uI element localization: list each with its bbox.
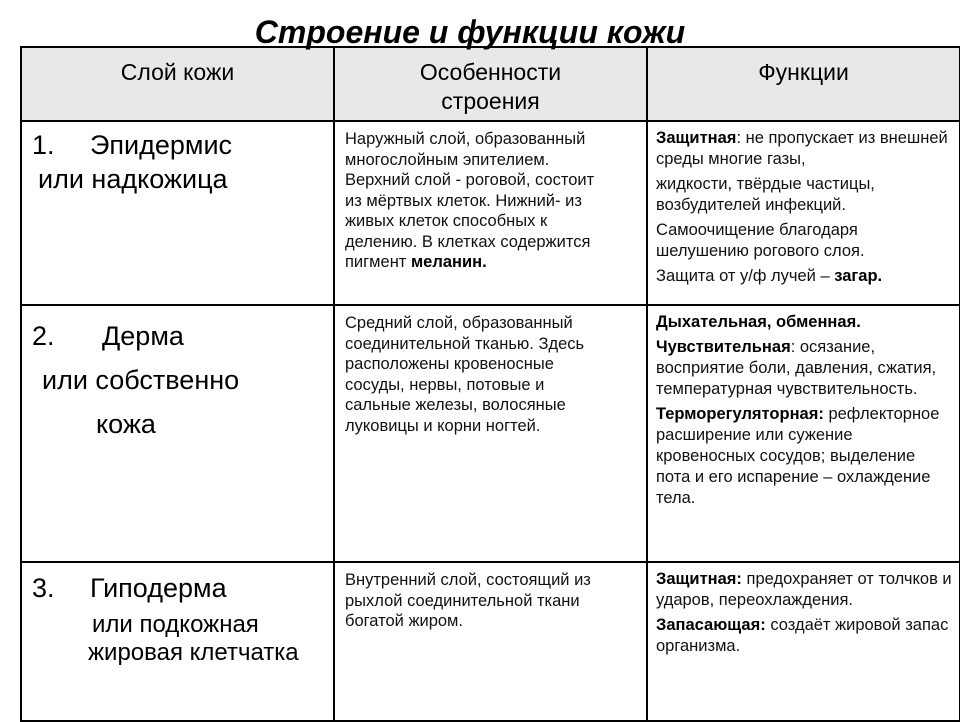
function-title: Защитная: (656, 570, 742, 588)
structure-line: сальные железы, волосяные (345, 396, 566, 414)
header-layer (21, 47, 334, 121)
structure-cell (334, 562, 647, 721)
page-title: Строение и функции кожи (254, 14, 686, 50)
layer-cell (21, 562, 334, 721)
structure-bold-term: меланин. (410, 253, 487, 271)
function-item (656, 615, 953, 657)
header-functions-label: Функции (758, 59, 849, 85)
structure-line: из мёртвых клеток. Нижний- из (345, 191, 582, 210)
function-text: жидкости, твёрдые частицы, возбудителей инфекций. (656, 175, 875, 214)
function-title: Терморегуляторная: (656, 405, 824, 423)
structure-line: луковицы и корни ногтей. (345, 416, 541, 435)
structure-line: Верхний слой - роговой, состоит (345, 171, 595, 189)
structure-cell (334, 305, 647, 562)
function-item (656, 220, 953, 262)
layer-alt-name: или надкожица (38, 164, 228, 194)
structure-line: Средний слой, образованный (345, 314, 573, 332)
function-text: предохраняет от толчков и ударов, переохлаждения. (656, 570, 952, 609)
function-item (656, 312, 953, 333)
function-text: рефлекторное расширение или сужение кровеносных сосудов; выделение пота и его испарение – охлаждение тела. (656, 405, 940, 507)
function-title: Запасающая: (656, 616, 766, 634)
function-item (656, 266, 953, 287)
layer-alt-name: жировая клетчатка (88, 639, 299, 666)
layer-number: 1. (32, 130, 55, 160)
table-row (21, 305, 960, 562)
structure-line: сосуды, нервы, потовые и (345, 375, 545, 394)
functions-cell (647, 562, 960, 721)
function-text: создаёт жировой запас организма. (656, 616, 949, 655)
table-header-row (21, 47, 960, 121)
function-title: Защитная (656, 129, 737, 147)
header-structure-line1: Особенности (419, 59, 562, 85)
function-title: Дыхательная, обменная. (656, 313, 861, 331)
structure-line: Наружный слой, образованный (345, 130, 586, 148)
functions-cell (647, 121, 960, 305)
structure-line: рыхлой соединительной ткани (345, 591, 580, 610)
function-item (656, 128, 953, 170)
function-item (656, 404, 953, 509)
structure-line: живых клеток способных к (345, 212, 548, 230)
structure-line: многослойным эпителием. (345, 150, 550, 169)
table-row (21, 562, 960, 721)
structure-line: расположены кровеносные (345, 355, 554, 373)
structure-cell (334, 121, 647, 305)
skin-table (20, 46, 960, 722)
structure-line: соединительной тканью. Здесь (345, 334, 585, 353)
table-row (21, 121, 960, 305)
function-text: : осязание, восприятие боли, давления, сжатия, температурная чувствительность. (656, 338, 937, 398)
layer-alt-name: или подкожная (92, 611, 259, 638)
header-layer-label: Слой кожи (120, 59, 235, 85)
layer-name: Дерма (102, 321, 184, 351)
header-structure-line2: строения (441, 88, 540, 114)
function-text: Защита от у/ф лучей – (656, 267, 835, 285)
function-item (656, 174, 953, 216)
function-text: : не пропускает из внешней среды многие газы, (656, 129, 948, 168)
function-bold-end: загар. (834, 267, 883, 285)
layer-number: 2. (32, 321, 55, 351)
structure-line: богатой жиром. (345, 612, 463, 630)
layer-alt-name: кожа (96, 409, 156, 439)
function-title: Чувствительная (656, 338, 791, 356)
function-item (656, 337, 953, 400)
header-functions (647, 47, 960, 121)
layer-name: Гиподерма (90, 573, 227, 603)
layer-alt-name: или собственно (42, 365, 240, 395)
functions-cell (647, 305, 960, 562)
function-text: Самоочищение благодаря шелушению рогового слоя. (656, 221, 865, 260)
layer-cell (21, 305, 334, 562)
structure-line: делению. В клетках содержится (345, 232, 591, 251)
layer-cell (21, 121, 334, 305)
layer-name: Эпидермис (90, 130, 233, 160)
structure-line: Внутренний слой, состоящий из (345, 571, 591, 589)
structure-line: пигмент (345, 253, 411, 271)
function-item (656, 569, 953, 611)
header-structure (334, 47, 647, 121)
layer-number: 3. (32, 573, 55, 603)
